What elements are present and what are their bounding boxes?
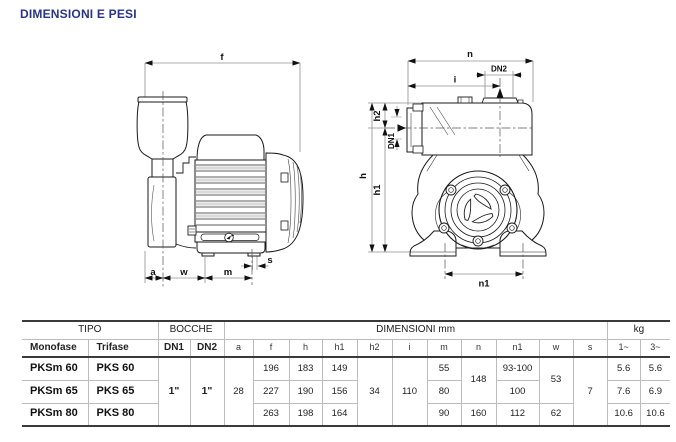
- model-trifase: PKS 65: [88, 380, 158, 403]
- cell-h: 183: [289, 357, 322, 380]
- dimensions-table: [22, 320, 670, 427]
- cell-h1: 164: [322, 403, 357, 426]
- col-header-n1: n1: [496, 340, 539, 358]
- cell-m: 90: [427, 403, 461, 426]
- dim-label-s: s: [267, 255, 273, 266]
- dim-label-h1: h1: [372, 184, 383, 196]
- cell-n1: 100: [496, 380, 539, 403]
- cell-n: 160: [461, 403, 496, 426]
- col-header-a: a: [224, 340, 253, 358]
- dim-label-dn2: DN2: [490, 64, 508, 74]
- col-header-w: w: [539, 340, 573, 358]
- dim-label-n: n: [467, 49, 473, 60]
- cell-n: 148: [461, 357, 496, 403]
- dim-label-a: a: [150, 267, 156, 278]
- cell-f: 263: [253, 403, 289, 426]
- cell-h1: 149: [322, 357, 357, 380]
- col-header-n: n: [461, 340, 496, 358]
- dn1-flow-arrow: [398, 124, 407, 132]
- cell-dn1: 1": [158, 357, 190, 426]
- dim-label-w: w: [180, 267, 188, 278]
- col-header-h: h: [289, 340, 322, 358]
- dn2-flow-arrow: [497, 88, 504, 98]
- cell-h: 198: [289, 403, 322, 426]
- col-header-m: m: [427, 340, 461, 358]
- cell-n1: 112: [496, 403, 539, 426]
- cell-a: 28: [224, 357, 253, 426]
- group-header-dimensioni: DIMENSIONI mm: [224, 321, 607, 340]
- dim-label-f: f: [220, 52, 224, 63]
- col-header-kg1: 1~: [607, 340, 640, 358]
- cell-w: 53: [539, 357, 573, 403]
- cell-kg3: 10.6: [640, 403, 670, 426]
- col-header-h2: h2: [357, 340, 392, 358]
- dimensions-table-wrap: [22, 320, 670, 427]
- cell-s: 7: [573, 357, 607, 426]
- table-row: [22, 403, 670, 426]
- cell-m: 80: [427, 380, 461, 403]
- col-header-h1: h1: [322, 340, 357, 358]
- dim-label-n1: n1: [478, 278, 490, 290]
- col-header-dn1: DN1: [158, 340, 190, 358]
- dim-label-i: i: [453, 74, 457, 86]
- cell-h: 190: [289, 380, 322, 403]
- cell-h2: 34: [357, 357, 392, 426]
- model-monofase: PKSm 65: [22, 380, 88, 403]
- cell-kg3: 6.9: [640, 380, 670, 403]
- cell-kg3: 5.6: [640, 357, 670, 380]
- cell-kg1: 5.6: [607, 357, 640, 380]
- cell-h1: 156: [322, 380, 357, 403]
- col-header-kg3: 3~: [640, 340, 670, 358]
- col-header-s: s: [573, 340, 607, 358]
- col-header-dn2: DN2: [190, 340, 224, 358]
- model-monofase: PKSm 60: [22, 357, 88, 380]
- model-trifase: PKS 80: [88, 403, 158, 426]
- cell-n1: 93-100: [496, 357, 539, 380]
- cell-i: 110: [392, 357, 427, 426]
- group-header-tipo: TIPO: [22, 321, 158, 340]
- dim-label-h2: h2: [372, 110, 383, 122]
- table-row: [22, 357, 670, 380]
- group-header-bocche: BOCCHE: [158, 321, 224, 340]
- dim-label-dn1: DN1: [387, 132, 396, 150]
- model-trifase: PKS 60: [88, 357, 158, 380]
- model-monofase: PKSm 80: [22, 403, 88, 426]
- cell-dn2: 1": [190, 357, 224, 426]
- dim-label-m: m: [223, 267, 233, 278]
- page-title: DIMENSIONI E PESI: [20, 7, 137, 21]
- col-header-i: i: [392, 340, 427, 358]
- technical-drawings: [0, 45, 676, 295]
- cell-m: 55: [427, 357, 461, 380]
- front-pump-body: [407, 97, 546, 256]
- pump-front-view-drawing: [358, 49, 546, 290]
- col-header-f: f: [253, 340, 289, 358]
- cell-kg1: 7.6: [607, 380, 640, 403]
- group-header-kg: kg: [607, 321, 670, 340]
- cell-f: 196: [253, 357, 289, 380]
- side-pump-body: [137, 97, 303, 256]
- pump-side-view-drawing: [137, 52, 303, 288]
- col-header-trifase: Trifase: [88, 340, 158, 358]
- cell-f: 227: [253, 380, 289, 403]
- dim-label-h: h: [358, 173, 369, 179]
- cell-kg1: 10.6: [607, 403, 640, 426]
- col-header-monofase: Monofase: [22, 340, 88, 358]
- cell-w: 62: [539, 403, 573, 426]
